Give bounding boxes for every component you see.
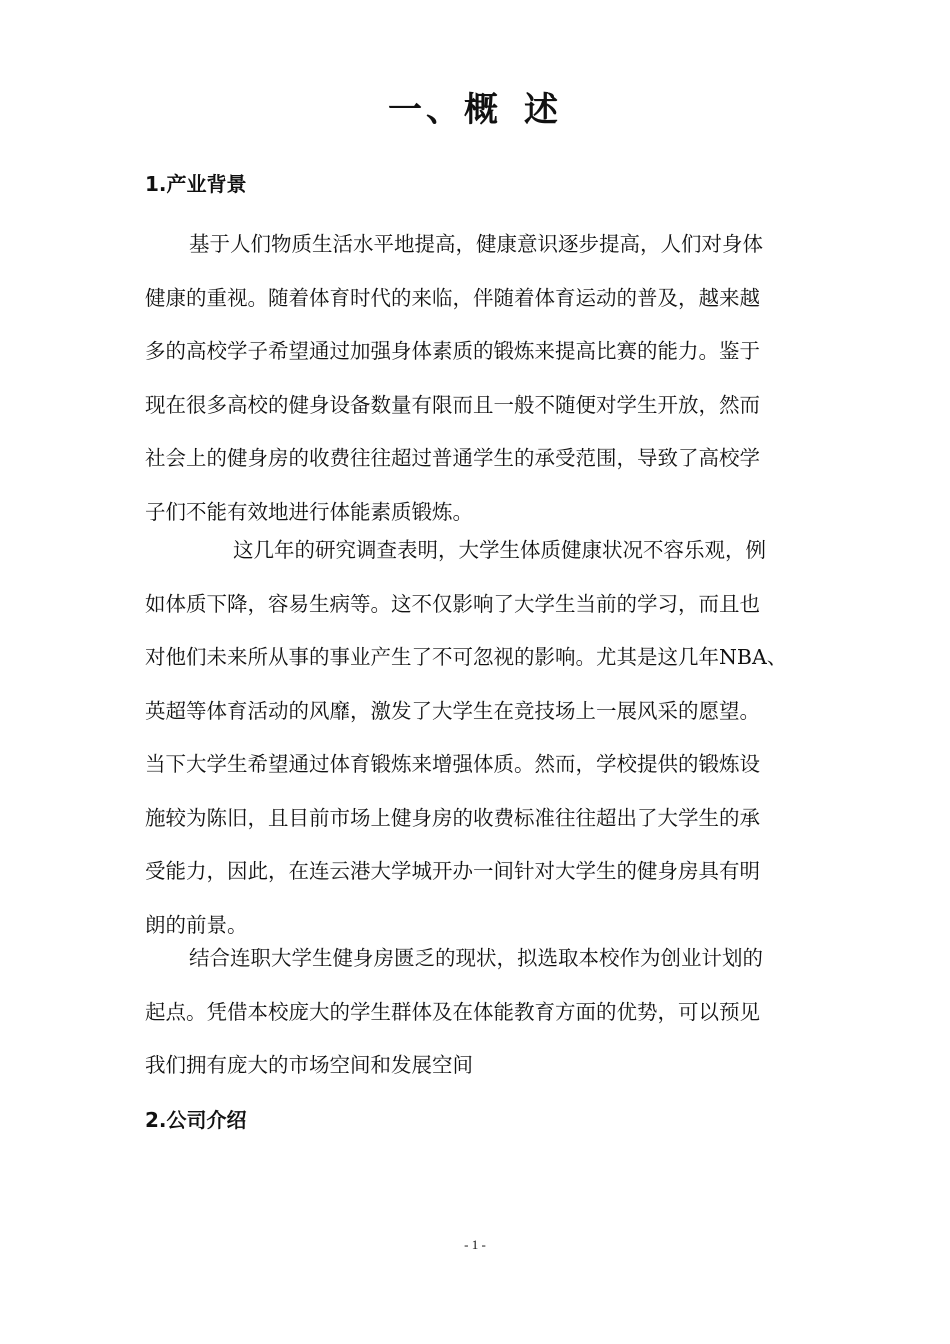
chapter-title-part1: 一、概 — [388, 90, 502, 130]
paragraph-line: 朗的前景。 — [145, 912, 248, 937]
paragraph-line: 如体质下降，容易生病等。这不仅影响了大学生当前的学习，而且也 — [145, 591, 760, 616]
paragraph-line: 起点。凭借本校庞大的学生群体及在体能教育方面的优势，可以预见 — [145, 999, 760, 1024]
paragraph-line: 英超等体育活动的风靡，激发了大学生在竞技场上一展风采的愿望。 — [145, 698, 760, 723]
paragraph-line: 这几年的研究调查表明，大学生体质健康状况不容乐观，例 — [233, 538, 766, 562]
paragraph-line: 现在很多高校的健身设备数量有限而且一般不随便对学生开放，然而 — [145, 392, 760, 417]
page-number: - 1 - — [464, 1237, 486, 1252]
paragraph-line: 社会上的健身房的收费往往超过普通学生的承受范围，导致了高校学 — [145, 446, 760, 470]
paragraph-industry-background-2 — [145, 524, 810, 952]
paragraph-line: 基于人们物质生活水平地提高，健康意识逐步提高，人们对身体 — [189, 232, 763, 256]
paragraph-line: 对他们未来所从事的事业产生了不可忽视的影响。尤其是这几年NBA、 — [145, 645, 788, 669]
paragraph-industry-background-3 — [145, 932, 810, 1093]
section-heading-industry-background: 1.产业背景 — [145, 172, 247, 196]
paragraph-industry-background-1 — [145, 218, 810, 539]
chapter-title — [0, 88, 950, 132]
chapter-title-part2: 述 — [524, 90, 562, 130]
paragraph-line: 我们拥有庞大的市场空间和发展空间 — [145, 1053, 473, 1077]
paragraph-line: 受能力，因此，在连云港大学城开办一间针对大学生的健身房具有明 — [145, 859, 760, 883]
paragraph-line: 当下大学生希望通过体育锻炼来增强体质。然而，学校提供的锻炼设 — [145, 752, 760, 776]
paragraph-line: 结合连职大学生健身房匮乏的现状，拟选取本校作为创业计划的 — [189, 946, 763, 970]
paragraph-line: 多的高校学子希望通过加强身体素质的锻炼来提高比赛的能力。鉴于 — [145, 339, 760, 363]
paragraph-line: 施较为陈旧，且目前市场上健身房的收费标准往往超出了大学生的承 — [145, 805, 760, 830]
paragraph-line: 子们不能有效地进行体能素质锻炼。 — [145, 499, 473, 524]
paragraph-line: 健康的重视。随着体育时代的来临，伴随着体育运动的普及，越来越 — [145, 285, 760, 310]
section-heading-company-intro: 2.公司介绍 — [145, 1108, 247, 1132]
